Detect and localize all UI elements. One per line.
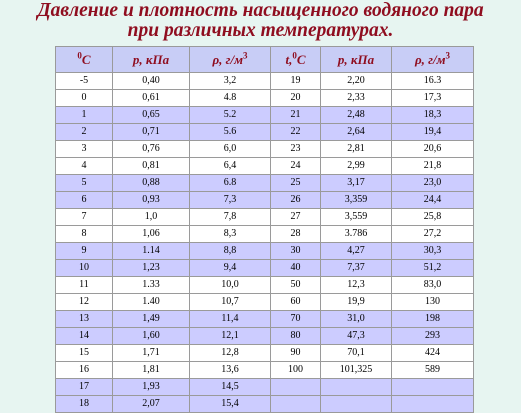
table-row bbox=[56, 175, 473, 191]
table-cell: 7,8 bbox=[190, 209, 270, 225]
table-cell: 17 bbox=[56, 379, 112, 395]
table-cell: 28 bbox=[271, 226, 320, 242]
table-row bbox=[56, 396, 473, 412]
table-cell: 12,1 bbox=[190, 328, 270, 344]
table-cell: 19,4 bbox=[392, 124, 473, 140]
table-cell: 22 bbox=[271, 124, 320, 140]
table-cell: 3,17 bbox=[321, 175, 391, 191]
table-cell: 23,0 bbox=[392, 175, 473, 191]
table-cell bbox=[392, 396, 473, 412]
table-cell: 100 bbox=[271, 362, 320, 378]
table-cell: 14 bbox=[56, 328, 112, 344]
table-cell: 26 bbox=[271, 192, 320, 208]
table-cell: 8,3 bbox=[190, 226, 270, 242]
table-row bbox=[56, 226, 473, 242]
table-cell: 0,71 bbox=[113, 124, 189, 140]
table-cell: 1,81 bbox=[113, 362, 189, 378]
table-cell: 40 bbox=[271, 260, 320, 276]
table-cell: 30 bbox=[271, 243, 320, 259]
table-cell: 13,6 bbox=[190, 362, 270, 378]
table-row bbox=[56, 141, 473, 157]
table-cell: 6,0 bbox=[190, 141, 270, 157]
table-cell: 3.786 bbox=[321, 226, 391, 242]
table-cell: 24 bbox=[271, 158, 320, 174]
table-cell: 9,4 bbox=[190, 260, 270, 276]
table-cell: 1,49 bbox=[113, 311, 189, 327]
table-cell: 2,81 bbox=[321, 141, 391, 157]
table-row bbox=[56, 209, 473, 225]
table-row bbox=[56, 260, 473, 276]
title-line-2: при различных температурах. bbox=[127, 20, 394, 41]
table-cell: 0,93 bbox=[113, 192, 189, 208]
table-cell: 17,3 bbox=[392, 90, 473, 106]
table-cell: 8 bbox=[56, 226, 112, 242]
table-cell bbox=[321, 396, 391, 412]
table-cell: 5.2 bbox=[190, 107, 270, 123]
table-cell bbox=[271, 396, 320, 412]
table-cell: 6.8 bbox=[190, 175, 270, 191]
table-cell: 2,48 bbox=[321, 107, 391, 123]
table-row bbox=[56, 107, 473, 123]
table-row bbox=[56, 90, 473, 106]
table-cell: 21 bbox=[271, 107, 320, 123]
table-cell: 15 bbox=[56, 345, 112, 361]
table-cell: 130 bbox=[392, 294, 473, 310]
table-cell: 25 bbox=[271, 175, 320, 191]
table-row bbox=[56, 345, 473, 361]
table-cell: 1,93 bbox=[113, 379, 189, 395]
header-temp-c: $^0$С bbox=[56, 47, 112, 72]
table-row bbox=[56, 73, 473, 89]
table-cell: 3,559 bbox=[321, 209, 391, 225]
table-cell: 70,1 bbox=[321, 345, 391, 361]
table-body bbox=[56, 73, 473, 412]
table-cell: 50 bbox=[271, 277, 320, 293]
table-cell: 198 bbox=[392, 311, 473, 327]
table-cell: 20 bbox=[271, 90, 320, 106]
table-cell: 101,325 bbox=[321, 362, 391, 378]
table-cell: 12,8 bbox=[190, 345, 270, 361]
table-cell: 5.6 bbox=[190, 124, 270, 140]
table-cell: 2,99 bbox=[321, 158, 391, 174]
table-cell: 10 bbox=[56, 260, 112, 276]
table-cell: 21,8 bbox=[392, 158, 473, 174]
table-cell: 90 bbox=[271, 345, 320, 361]
table-cell: 30,3 bbox=[392, 243, 473, 259]
table-cell: 589 bbox=[392, 362, 473, 378]
table-cell: 27,2 bbox=[392, 226, 473, 242]
table-cell: 7 bbox=[56, 209, 112, 225]
table-cell: 24,4 bbox=[392, 192, 473, 208]
table-cell: 16.3 bbox=[392, 73, 473, 89]
table-cell: 23 bbox=[271, 141, 320, 157]
table-cell: 25,8 bbox=[392, 209, 473, 225]
table-cell: 2,64 bbox=[321, 124, 391, 140]
table-cell: 12 bbox=[56, 294, 112, 310]
table-cell: -5 bbox=[56, 73, 112, 89]
table-cell: 0,40 bbox=[113, 73, 189, 89]
table-cell: 0,88 bbox=[113, 175, 189, 191]
table-cell: 11 bbox=[56, 277, 112, 293]
pressure-density-table bbox=[55, 46, 474, 413]
table-cell: 6,4 bbox=[190, 158, 270, 174]
table-header-row bbox=[56, 47, 473, 72]
table-cell: 1,0 bbox=[113, 209, 189, 225]
table-row bbox=[56, 192, 473, 208]
table-cell: 2,33 bbox=[321, 90, 391, 106]
table-cell: 3 bbox=[56, 141, 112, 157]
table-cell: 424 bbox=[392, 345, 473, 361]
table-cell: 19,9 bbox=[321, 294, 391, 310]
table-cell: 0,61 bbox=[113, 90, 189, 106]
table-cell: 7,3 bbox=[190, 192, 270, 208]
table-cell: 60 bbox=[271, 294, 320, 310]
table-cell bbox=[321, 379, 391, 395]
header-density: ρ, $г/м^3$ bbox=[190, 47, 270, 72]
table-cell: 6 bbox=[56, 192, 112, 208]
table-cell: 51,2 bbox=[392, 260, 473, 276]
page-title bbox=[0, 0, 521, 41]
table-cell: 20,6 bbox=[392, 141, 473, 157]
table-cell: 19 bbox=[271, 73, 320, 89]
table-cell: 70 bbox=[271, 311, 320, 327]
table-row bbox=[56, 379, 473, 395]
table-cell: 0,65 bbox=[113, 107, 189, 123]
table-cell: 11,4 bbox=[190, 311, 270, 327]
table-row bbox=[56, 124, 473, 140]
table-cell: 1,23 bbox=[113, 260, 189, 276]
header-pressure-kpa-2: р, кПа bbox=[321, 47, 391, 72]
table-cell: 4.8 bbox=[190, 90, 270, 106]
header-temp-t: t,$^0$С bbox=[271, 47, 320, 72]
title-line-1: Давление и плотность насыщенного водяного пара bbox=[37, 0, 484, 21]
table-cell: 15,4 bbox=[190, 396, 270, 412]
table-cell: 12,3 bbox=[321, 277, 391, 293]
table-cell: 14,5 bbox=[190, 379, 270, 395]
table-cell: 27 bbox=[271, 209, 320, 225]
table-cell: 18 bbox=[56, 396, 112, 412]
table-cell: 3,2 bbox=[190, 73, 270, 89]
table-cell: 47,3 bbox=[321, 328, 391, 344]
table-row bbox=[56, 328, 473, 344]
table-cell: 18,3 bbox=[392, 107, 473, 123]
table-cell: 1,60 bbox=[113, 328, 189, 344]
table-row bbox=[56, 277, 473, 293]
table-cell: 293 bbox=[392, 328, 473, 344]
table-row bbox=[56, 294, 473, 310]
table-cell: 1,71 bbox=[113, 345, 189, 361]
table-cell: 1 bbox=[56, 107, 112, 123]
table-row bbox=[56, 243, 473, 259]
table-cell: 10,7 bbox=[190, 294, 270, 310]
table-cell: 0,81 bbox=[113, 158, 189, 174]
table-cell: 1.40 bbox=[113, 294, 189, 310]
table-cell: 1,06 bbox=[113, 226, 189, 242]
table-cell: 4 bbox=[56, 158, 112, 174]
header-density-2: ρ, $г/м^3$ bbox=[392, 47, 473, 72]
table-row bbox=[56, 311, 473, 327]
table-cell: 0,76 bbox=[113, 141, 189, 157]
table-cell: 80 bbox=[271, 328, 320, 344]
table-cell: 31,0 bbox=[321, 311, 391, 327]
table-cell: 0 bbox=[56, 90, 112, 106]
table-cell bbox=[392, 379, 473, 395]
table-cell: 9 bbox=[56, 243, 112, 259]
table-cell: 1.14 bbox=[113, 243, 189, 259]
table-row bbox=[56, 158, 473, 174]
table-cell: 7,37 bbox=[321, 260, 391, 276]
table-cell: 2 bbox=[56, 124, 112, 140]
table-cell: 13 bbox=[56, 311, 112, 327]
table-cell: 5 bbox=[56, 175, 112, 191]
table-cell: 1.33 bbox=[113, 277, 189, 293]
table-cell bbox=[271, 379, 320, 395]
table-cell: 10,0 bbox=[190, 277, 270, 293]
table-cell: 8,8 bbox=[190, 243, 270, 259]
table-cell: 83,0 bbox=[392, 277, 473, 293]
table-cell: 16 bbox=[56, 362, 112, 378]
header-pressure-kpa: р, кПа bbox=[113, 47, 189, 72]
table-cell: 4,27 bbox=[321, 243, 391, 259]
table-cell: 2,07 bbox=[113, 396, 189, 412]
table-row bbox=[56, 362, 473, 378]
table-cell: 2,20 bbox=[321, 73, 391, 89]
table-cell: 3,359 bbox=[321, 192, 391, 208]
